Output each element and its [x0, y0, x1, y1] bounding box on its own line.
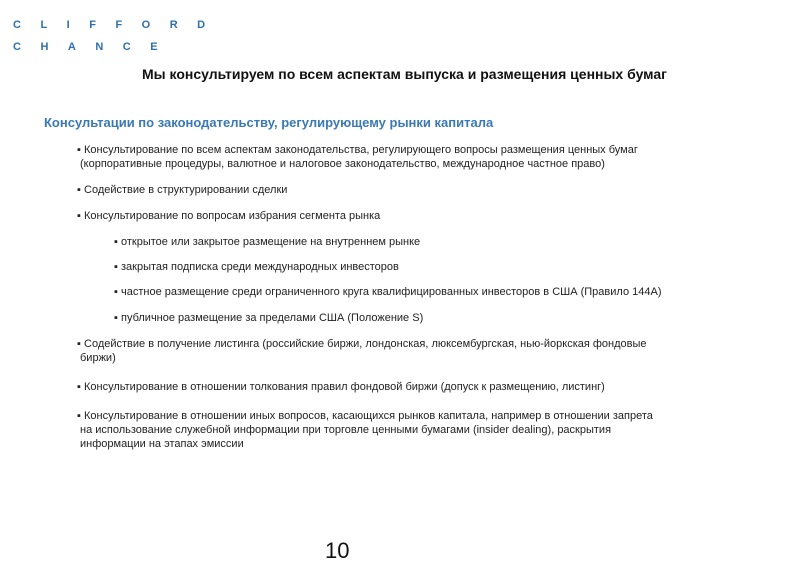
item-text-cont: на использование служебной информации при торговле ценными бумагами (insider dealing), раскрытия — [80, 424, 612, 436]
item-text: частное размещение среди ограниченного круга квалифицированных инвесторов в США (Правило 144А) — [121, 286, 662, 298]
bullet-icon: ▪ — [77, 184, 81, 196]
item-text: Консультирование по всем аспектам законодательства, регулирующего вопросы размещения ценных бумаг — [84, 144, 638, 156]
bullet-icon: ▪ — [77, 410, 81, 422]
clifford-chance-logo — [13, 14, 225, 58]
sub-bullet-item-1 — [114, 235, 420, 249]
item-text: Консультирование в отношении иных вопросов, касающихся рынков капитала, например в отношении запрета — [84, 410, 653, 422]
item-text: Содействие в структурировании сделки — [84, 184, 288, 196]
sub-bullet-item-2 — [114, 260, 399, 274]
sub-bullet-item-4 — [114, 311, 423, 325]
bullet-icon: ▪ — [114, 236, 118, 248]
bullet-item-4 — [77, 337, 647, 365]
bullet-icon: ▪ — [77, 338, 81, 350]
item-text: Консультирование в отношении толкования правил фондовой биржи (допуск к размещению, листинг) — [84, 381, 605, 393]
item-text-cont: информации на этапах эмиссии — [80, 438, 244, 450]
bullet-item-3 — [77, 209, 380, 223]
bullet-icon: ▪ — [77, 381, 81, 393]
bullet-item-5 — [77, 380, 605, 394]
bullet-icon: ▪ — [114, 286, 118, 298]
bullet-icon: ▪ — [77, 144, 81, 156]
bullet-icon: ▪ — [114, 312, 118, 324]
item-text: Консультирование по вопросам избрания сегмента рынка — [84, 210, 381, 222]
logo-line-1: CLIFFORD — [13, 19, 225, 31]
bullet-icon: ▪ — [114, 261, 118, 273]
sub-bullet-item-3 — [114, 285, 661, 299]
bullet-item-1 — [77, 143, 638, 171]
item-text: закрытая подписка среди международных инвесторов — [121, 261, 399, 273]
logo-line-2: CHANCE — [13, 41, 178, 53]
page-number: 10 — [325, 538, 350, 563]
slide-title: Мы консультируем по всем аспектам выпуска и размещения ценных бумаг — [142, 66, 667, 82]
bullet-item-2 — [77, 183, 287, 197]
section-heading: Консультации по законодательству, регулирующему рынки капитала — [44, 115, 494, 130]
item-text-cont: биржи) — [80, 352, 116, 364]
item-text: публичное размещение за пределами США (Положение S) — [121, 312, 424, 324]
item-text-cont: (корпоративные процедуры, валютное и налоговое законодательство, международное частное право) — [80, 158, 605, 170]
bullet-item-6 — [77, 409, 653, 451]
item-text: Содействие в получение листинга (российские биржи, лондонская, люксембургская, нью-йоркская фондовые — [84, 338, 647, 350]
item-text: открытое или закрытое размещение на внутреннем рынке — [121, 236, 421, 248]
bullet-icon: ▪ — [77, 210, 81, 222]
